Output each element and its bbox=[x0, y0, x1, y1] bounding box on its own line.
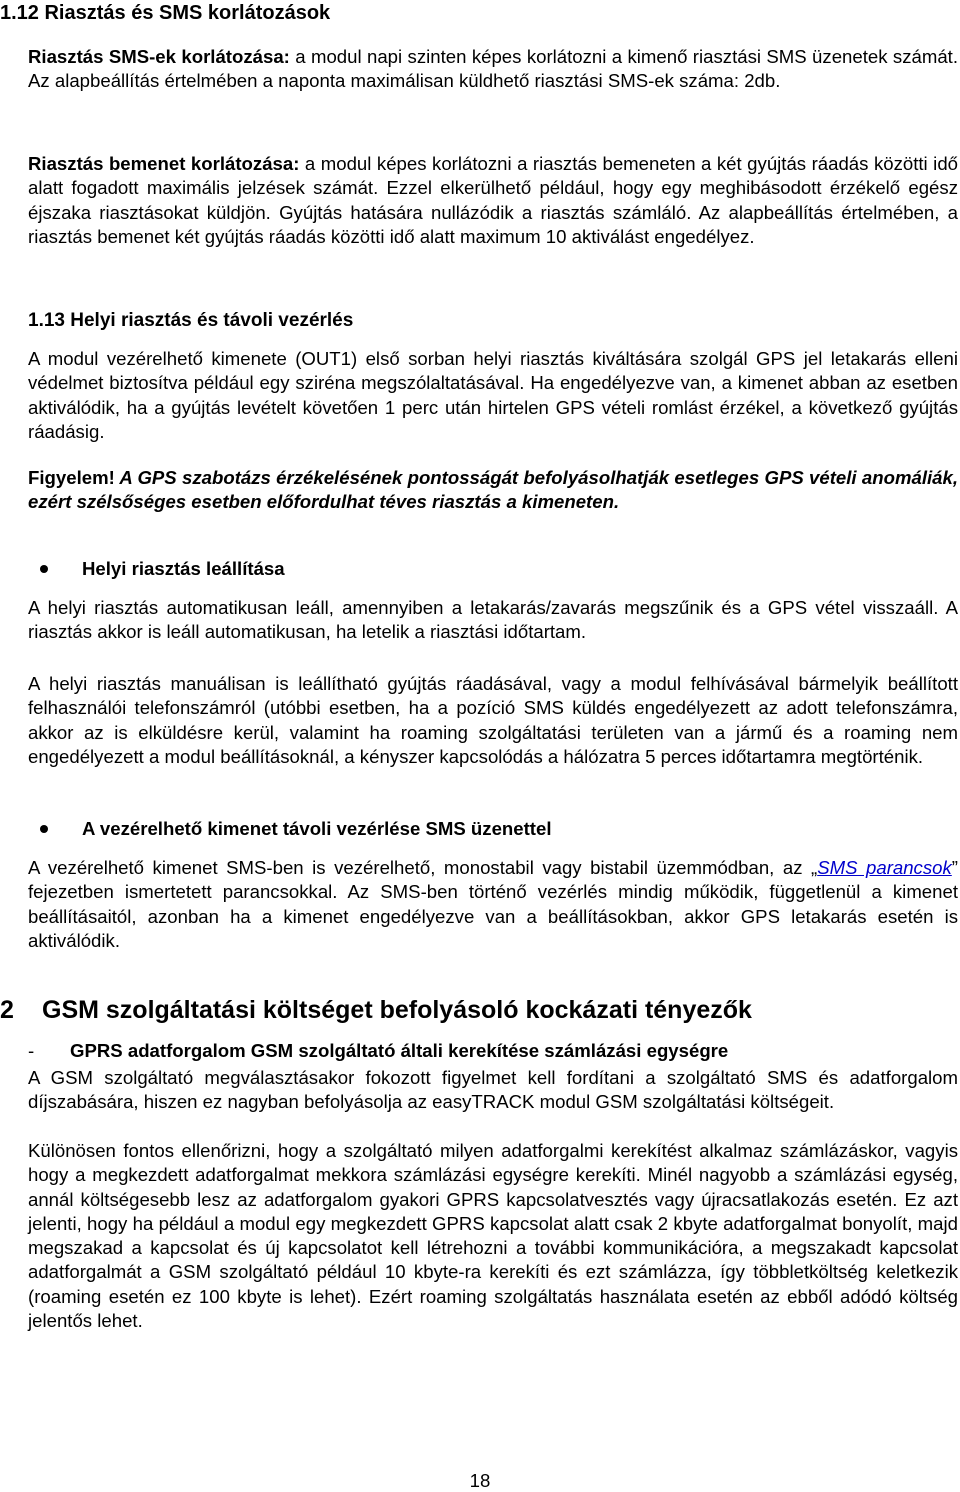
section-1-13-para1 bbox=[28, 347, 958, 444]
subheading: GPRS adatforgalom GSM szolgáltató általi kerekítése számlázási egységre bbox=[70, 1040, 729, 1061]
paragraph: A helyi riasztás automatikusan leáll, amennyiben a letakarás/zavarás megszűnik és a GPS vétel visszaáll. A riasztás akkor is leáll automatikusan, ha letelik a riasztási időtartam. bbox=[28, 597, 958, 643]
bullet1-para2 bbox=[28, 672, 958, 769]
para-text-bold: a modul képes korlátozni a riasztás bemeneten a két gyújtás ráadás közötti idő alatt fogadott maximális jelzések számát. bbox=[28, 153, 958, 199]
page-number: 18 bbox=[469, 1470, 491, 1491]
bullet2-para bbox=[28, 856, 958, 953]
para-text: Ezzel elkerülhető például, hogy egy meghibásodott érzékelő egész éjszaka riasztásokat küldjön. Gyújtás hatására nullázódik a riasztás számláló. Az alapbeállítás értelmében, a riasztás bemenet két gyújtás ráadás közötti idő alatt maximum 10 aktiválást engedélyez. bbox=[28, 177, 958, 247]
bullet-icon bbox=[40, 825, 48, 833]
section-1-12-para1 bbox=[28, 45, 958, 94]
bullet-icon bbox=[40, 565, 48, 573]
para-text: ” fejezetben ismertetett parancsokkal. Az SMS-ben történő vezérlés mindig működik, függetlenül a kimenet beállításaitól, azonban ha a kimenet engedélyezve van a beállításokban, akkor GPS letakarás esetén is aktiválódik. bbox=[28, 857, 958, 951]
section-1-12-para2 bbox=[28, 152, 958, 249]
paragraph: Különösen fontos ellenőrizni, hogy a szolgáltató milyen adatforgalmi kerekítést alkalmaz számlázáskor, vagyis hogy a megkezdett adatforgalmat mekkora számlázási egységre kerekíti. Minél nagyobb a számlázási egység, annál költségesebb lesz az adatforgalom gyakori GPRS kapcsolatvesztés vagy újracsatlakozás esetén. Ez azt jelenti, hogy ha például a modul egy megkezdett GPRS kapcsolat alatt csak 2 kbyte adatforgalmat bonyolít, majd megszakad a kapcsolat és új kapcsolatot kell létrehozni a további kommunikációra, a megszakadt kapcsolat adatforgalmát a GSM szolgáltató például 10 kbyte-ra kerekíti és ezt számlázza, így többletköltség keletkezik (roaming esetén ez 100 kbyte is lehet). Ezért roaming szolgáltatás használata esetén az ebből adódó költség jelentős lehet. bbox=[28, 1140, 958, 1332]
bullet-label: A vezérelhető kimenet távoli vezérlése SMS üzenettel bbox=[82, 818, 552, 839]
bullet-label: Helyi riasztás leállítása bbox=[82, 558, 285, 579]
bullet-item-tavoli-vezerles bbox=[40, 818, 552, 840]
subheading-row bbox=[28, 1040, 728, 1062]
bullet1-para1 bbox=[28, 596, 958, 645]
section-2-para1 bbox=[28, 1066, 958, 1115]
section-1-13-title: 1.13 Helyi riasztás és távoli vezérlés bbox=[28, 310, 354, 331]
warning-text: A GPS szabotázs érzékelésének pontosságát befolyásolhatják esetleges GPS vételi anomáliák, ezért szélsőséges esetben előfordulhat téves riasztás a kimeneten. bbox=[28, 467, 958, 513]
para-text: a modul napi szinten képes korlátozni a kimenő riasztási SMS üzenetek számát. Az alapbeállítás értelmében a naponta maximálisan küldhető riasztási SMS-ek száma: 2db. bbox=[28, 46, 958, 92]
paragraph: A modul vezérelhető kimenete (OUT1) első sorban helyi riasztás kiváltására szolgál GPS jel letakarás elleni védelmet biztosítva például egy sziréna megszólaltatásával. Ha engedélyezve van, a kimenet abban az esetben aktiválódik, ha a gyújtás levételt követően 1 perc után hirtelen GPS vételi romlást érzékel, a következő gyújtás ráadásig. bbox=[28, 348, 958, 442]
paragraph: A helyi riasztás manuálisan is leállítható gyújtás ráadásával, vagy a modul felhívásával bármelyik beállított felhasználói telefonszámról (utóbbi esetben, ha a pozíció SMS küldés engedélyezett az adott telefonszámra, akkor az is elküldésre kerül, valamint ha roaming szolgáltatási területen van a jármű és a roaming nem engedélyezett a modul beállításoknál, a kényszer kapcsolódás a hálózatra 5 perces időtartamra megtörténik. bbox=[28, 673, 958, 767]
para-text: A vezérelhető kimenet SMS-ben is vezérelhető, monostabil vagy bistabil üzemmódban, az „ bbox=[28, 857, 818, 878]
warning-paragraph bbox=[28, 466, 958, 515]
section-title: GSM szolgáltatási költséget befolyásoló kockázati tényezők bbox=[42, 996, 752, 1024]
section-2-heading bbox=[0, 996, 752, 1025]
para-lead: Riasztás bemenet korlátozása: bbox=[28, 153, 300, 174]
sms-parancsok-link[interactable]: SMS parancsok bbox=[817, 857, 952, 878]
section-number: 2 bbox=[0, 996, 14, 1024]
para-lead: Riasztás SMS-ek korlátozása: bbox=[28, 46, 290, 67]
dash-marker: - bbox=[28, 1040, 35, 1061]
section-2-para2 bbox=[28, 1139, 958, 1333]
warning-lead: Figyelem! bbox=[28, 467, 115, 488]
section-1-12-title: 1.12 Riasztás és SMS korlátozások bbox=[0, 2, 331, 24]
paragraph: A GSM szolgáltató megválasztásakor fokozott figyelmet kell fordítani a szolgáltató SMS és adatforgalom díjszabására, hiszen ez nagyban befolyásolja az easyTRACK modul GSM szolgáltatási költségeit. bbox=[28, 1067, 958, 1113]
bullet-item-helyi-riasztas bbox=[40, 558, 285, 580]
